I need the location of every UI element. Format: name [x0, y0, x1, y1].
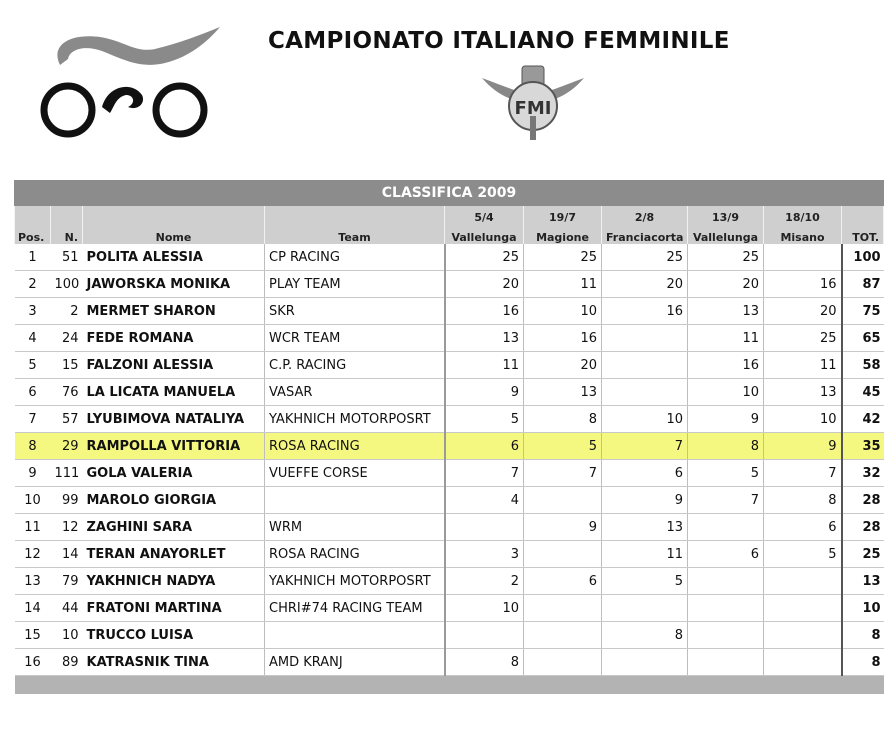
column-header-name: Nome [83, 224, 265, 244]
cell-round-points: 10 [764, 406, 842, 433]
cell-total: 45 [842, 379, 884, 406]
cell-rider-name: FEDE ROMANA [83, 325, 265, 352]
cell-team: YAKHNICH MOTORPOSRT [265, 568, 445, 595]
cell-number: 99 [51, 487, 83, 514]
table-row [15, 460, 884, 487]
round-date: 18/10 [764, 206, 842, 225]
cell-round-points: 13 [524, 379, 602, 406]
cell-round-points: 3 [445, 541, 524, 568]
cell-total: 65 [842, 325, 884, 352]
cell-position: 8 [15, 433, 51, 460]
cell-round-points [688, 568, 764, 595]
cell-round-points: 5 [602, 568, 688, 595]
cell-round-points: 10 [524, 298, 602, 325]
cell-round-points: 5 [445, 406, 524, 433]
cell-number: 29 [51, 433, 83, 460]
cell-round-points [445, 514, 524, 541]
cell-total: 28 [842, 487, 884, 514]
cell-rider-name: GOLA VALERIA [83, 460, 265, 487]
cell-team: VUEFFE CORSE [265, 460, 445, 487]
table-row [15, 514, 884, 541]
cell-total: 87 [842, 271, 884, 298]
column-header-team: Team [265, 224, 445, 244]
cell-round-points: 9 [602, 487, 688, 514]
cell-number: 79 [51, 568, 83, 595]
cell-round-points: 4 [445, 487, 524, 514]
cell-round-points: 8 [688, 433, 764, 460]
cell-round-points: 20 [764, 298, 842, 325]
cell-round-points: 7 [524, 460, 602, 487]
cell-round-points: 16 [524, 325, 602, 352]
cell-total: 32 [842, 460, 884, 487]
cell-team: ROSA RACING [265, 541, 445, 568]
cell-team: VASAR [265, 379, 445, 406]
standings-rows [15, 244, 884, 676]
cell-round-points: 20 [445, 271, 524, 298]
cell-round-points: 5 [764, 541, 842, 568]
cell-rider-name: TRUCCO LUISA [83, 622, 265, 649]
cell-number: 51 [51, 244, 83, 271]
cell-total: 13 [842, 568, 884, 595]
cell-round-points: 16 [602, 298, 688, 325]
cell-position: 3 [15, 298, 51, 325]
cell-round-points: 6 [764, 514, 842, 541]
cell-round-points [764, 568, 842, 595]
table-row [15, 649, 884, 676]
cell-round-points: 20 [524, 352, 602, 379]
cell-round-points: 13 [445, 325, 524, 352]
cell-round-points: 25 [445, 244, 524, 271]
cell-round-points [602, 649, 688, 676]
cell-team: WRM [265, 514, 445, 541]
cell-round-points: 8 [602, 622, 688, 649]
table-row [15, 487, 884, 514]
cell-position: 11 [15, 514, 51, 541]
cell-rider-name: FALZONI ALESSIA [83, 352, 265, 379]
cell-round-points [602, 352, 688, 379]
cell-round-points: 7 [602, 433, 688, 460]
cell-position: 13 [15, 568, 51, 595]
cell-number: 2 [51, 298, 83, 325]
column-header-pos: Pos. [15, 224, 51, 244]
cell-round-points [524, 541, 602, 568]
cell-rider-name: TERAN ANAYORLET [83, 541, 265, 568]
cell-round-points: 16 [445, 298, 524, 325]
round-date: 5/4 [445, 206, 524, 225]
cell-round-points [524, 487, 602, 514]
cell-round-points: 9 [688, 406, 764, 433]
cell-position: 6 [15, 379, 51, 406]
cell-round-points: 2 [445, 568, 524, 595]
table-row [15, 406, 884, 433]
cell-position: 1 [15, 244, 51, 271]
cell-position: 12 [15, 541, 51, 568]
round-date: 19/7 [524, 206, 602, 225]
header-blank [265, 206, 445, 225]
cell-round-points: 7 [688, 487, 764, 514]
cell-round-points: 5 [688, 460, 764, 487]
cell-team: CP RACING [265, 244, 445, 271]
cell-round-points [445, 622, 524, 649]
table-footer-bar [15, 676, 884, 695]
cell-total: 8 [842, 649, 884, 676]
round-track: Vallelunga [688, 224, 764, 244]
cell-round-points [688, 514, 764, 541]
cell-round-points: 9 [445, 379, 524, 406]
cell-position: 7 [15, 406, 51, 433]
cell-total: 35 [842, 433, 884, 460]
cell-rider-name: FRATONI MARTINA [83, 595, 265, 622]
cell-position: 14 [15, 595, 51, 622]
cell-rider-name: MERMET SHARON [83, 298, 265, 325]
cell-total: 100 [842, 244, 884, 271]
cell-round-points: 13 [602, 514, 688, 541]
cell-round-points [602, 379, 688, 406]
cell-position: 4 [15, 325, 51, 352]
round-track: Misano [764, 224, 842, 244]
cell-number: 12 [51, 514, 83, 541]
table-row [15, 568, 884, 595]
cell-number: 111 [51, 460, 83, 487]
table-row [15, 298, 884, 325]
cell-rider-name: LA LICATA MANUELA [83, 379, 265, 406]
page-title: CAMPIONATO ITALIANO FEMMINILE [268, 28, 730, 54]
cell-position: 2 [15, 271, 51, 298]
fmi-emblem-icon [478, 58, 588, 142]
cell-number: 57 [51, 406, 83, 433]
cell-total: 42 [842, 406, 884, 433]
cell-team: CHRI#74 RACING TEAM [265, 595, 445, 622]
cell-round-points [764, 595, 842, 622]
header-blank [842, 206, 884, 225]
cell-round-points: 16 [764, 271, 842, 298]
cell-team [265, 487, 445, 514]
cell-round-points: 6 [602, 460, 688, 487]
cell-total: 28 [842, 514, 884, 541]
cell-total: 10 [842, 595, 884, 622]
table-row [15, 271, 884, 298]
cell-position: 16 [15, 649, 51, 676]
standings-table [14, 180, 883, 694]
cell-round-points: 7 [764, 460, 842, 487]
table-row [15, 352, 884, 379]
cell-round-points: 9 [764, 433, 842, 460]
cell-rider-name: POLITA ALESSIA [83, 244, 265, 271]
cell-position: 5 [15, 352, 51, 379]
cell-round-points: 10 [688, 379, 764, 406]
table-row [15, 379, 884, 406]
cell-round-points: 16 [688, 352, 764, 379]
cell-round-points [764, 244, 842, 271]
cell-round-points: 10 [445, 595, 524, 622]
cell-round-points [688, 622, 764, 649]
round-track: Vallelunga [445, 224, 524, 244]
cell-position: 10 [15, 487, 51, 514]
cell-team: YAKHNICH MOTORPOSRT [265, 406, 445, 433]
table-row [15, 622, 884, 649]
standings-banner: CLASSIFICA 2009 [15, 181, 884, 206]
cell-round-points [524, 595, 602, 622]
cell-round-points: 10 [602, 406, 688, 433]
cell-round-points: 6 [524, 568, 602, 595]
header-blank [15, 206, 51, 225]
cell-number: 100 [51, 271, 83, 298]
cell-round-points: 11 [445, 352, 524, 379]
cell-round-points: 6 [688, 541, 764, 568]
cell-round-points: 25 [764, 325, 842, 352]
cell-round-points: 6 [445, 433, 524, 460]
cell-number: 14 [51, 541, 83, 568]
cell-team: C.P. RACING [265, 352, 445, 379]
cell-round-points: 5 [524, 433, 602, 460]
cell-round-points [602, 595, 688, 622]
cell-round-points: 8 [524, 406, 602, 433]
cell-rider-name: LYUBIMOVA NATALIYA [83, 406, 265, 433]
cell-round-points: 25 [688, 244, 764, 271]
cell-round-points [524, 649, 602, 676]
cell-rider-name: YAKHNICH NADYA [83, 568, 265, 595]
cell-round-points [688, 649, 764, 676]
cell-number: 15 [51, 352, 83, 379]
cell-team: PLAY TEAM [265, 271, 445, 298]
cell-round-points: 25 [524, 244, 602, 271]
cell-team: WCR TEAM [265, 325, 445, 352]
cell-round-points: 20 [688, 271, 764, 298]
cell-round-points: 13 [688, 298, 764, 325]
cell-total: 8 [842, 622, 884, 649]
cell-round-points: 13 [764, 379, 842, 406]
cell-position: 15 [15, 622, 51, 649]
cell-round-points [524, 622, 602, 649]
cell-round-points: 8 [445, 649, 524, 676]
cell-rider-name: KATRASNIK TINA [83, 649, 265, 676]
header-blank [83, 206, 265, 225]
table-row [15, 541, 884, 568]
round-track: Franciacorta [602, 224, 688, 244]
table-row [15, 244, 884, 271]
cell-round-points: 9 [524, 514, 602, 541]
cell-round-points: 11 [524, 271, 602, 298]
cell-rider-name: ZAGHINI SARA [83, 514, 265, 541]
table-row-highlighted [15, 433, 884, 460]
cell-round-points [764, 649, 842, 676]
cell-round-points: 8 [764, 487, 842, 514]
cell-round-points: 25 [602, 244, 688, 271]
fmi-emblem-text: FMI [514, 98, 552, 119]
column-header-total: TOT. [842, 224, 884, 244]
cell-number: 76 [51, 379, 83, 406]
round-track: Magione [524, 224, 602, 244]
cell-round-points: 11 [764, 352, 842, 379]
cell-team: SKR [265, 298, 445, 325]
cell-number: 44 [51, 595, 83, 622]
cell-number: 89 [51, 649, 83, 676]
cell-number: 24 [51, 325, 83, 352]
championship-logo [30, 25, 225, 140]
cell-round-points: 11 [602, 541, 688, 568]
round-date: 13/9 [688, 206, 764, 225]
cell-number: 10 [51, 622, 83, 649]
cell-round-points [764, 622, 842, 649]
column-header-number: N. [51, 224, 83, 244]
cell-round-points: 11 [688, 325, 764, 352]
cell-round-points: 20 [602, 271, 688, 298]
cell-rider-name: JAWORSKA MONIKA [83, 271, 265, 298]
cell-round-points [602, 325, 688, 352]
header-blank [51, 206, 83, 225]
cell-team: ROSA RACING [265, 433, 445, 460]
cell-round-points: 7 [445, 460, 524, 487]
cell-rider-name: RAMPOLLA VITTORIA [83, 433, 265, 460]
cell-position: 9 [15, 460, 51, 487]
table-row [15, 595, 884, 622]
cell-total: 75 [842, 298, 884, 325]
cell-team: AMD KRANJ [265, 649, 445, 676]
cell-team [265, 622, 445, 649]
cell-round-points [688, 595, 764, 622]
table-row [15, 325, 884, 352]
cell-total: 58 [842, 352, 884, 379]
round-date: 2/8 [602, 206, 688, 225]
cell-rider-name: MAROLO GIORGIA [83, 487, 265, 514]
cell-total: 25 [842, 541, 884, 568]
